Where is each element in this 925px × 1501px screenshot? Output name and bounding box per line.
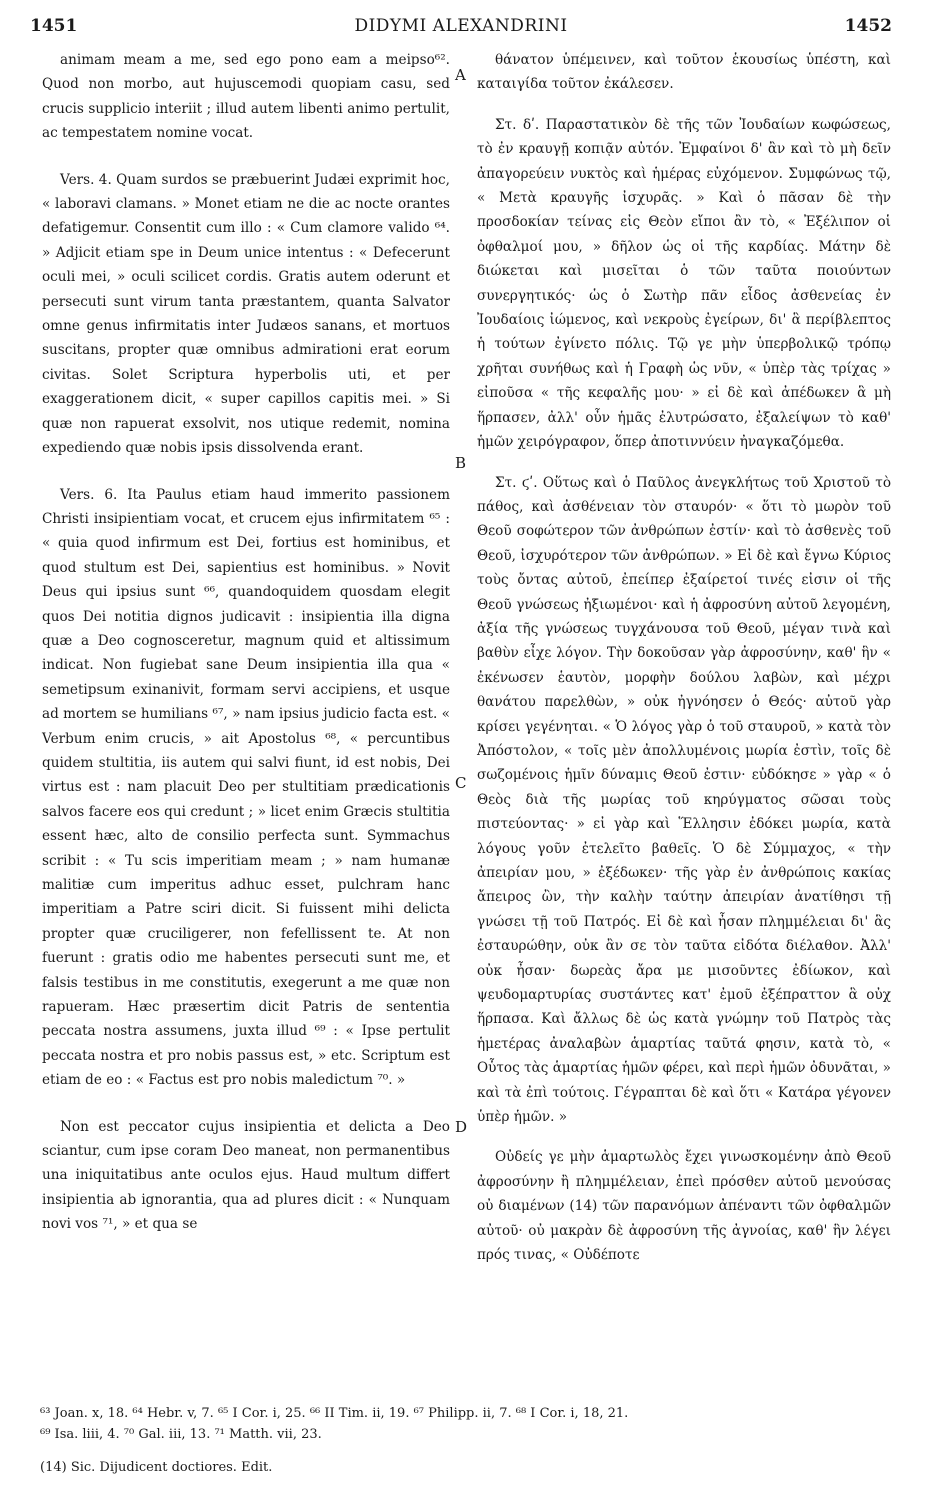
footnotes	[40, 1403, 890, 1445]
greek-paragraph: θάνατον ὑπέμεινεν, καὶ τοῦτον ἑκουσίως ὑπέστη, καὶ καταιγίδα τοῦτον ἐκάλεσεν.	[477, 52, 891, 93]
greek-paragraph: Στ. ϛʹ. Οὕτως καὶ ὁ Παῦλος ἀνεγκλήτως τοῦ Χριστοῦ τὸ πάθος, καὶ ἀσθένειαν τὸν σταυρόν· « ὅτι τὸ μωρὸν τοῦ Θεοῦ σοφώτερον τῶν ἀνθρώπων ἐστίν· καὶ τὸ ἀσθενὲς τοῦ Θεοῦ, ἰσχυρότερον τῶν ἀνθρώπων. » Εἰ δὲ καὶ ἔγνω Κύριος τοὺς ὄντας αὐτοῦ, ἐπείπερ ἐξαίρετοί τινές εἰσιν οἱ τῆς Θεοῦ γνώσεως ἠξιωμένοι· καὶ ἡ ἀφροσύνη αὐτοῦ λεγομένη, ἀξία τῆς γνώσεως τυγχάνουσα τοῦ Θεοῦ, μέγαν τινὰ καὶ βαθὺν εἶχε λόγον. Τὴν δοκοῦσαν γὰρ ἀφροσύνην, καθ' ἣν « ἐκένωσεν ἑαυτὸν, μορφὴν δούλου λαβὼν, καὶ μέχρι θανάτου παρελθὼν, » οὐκ ἠγνόησεν ὁ Θεός· αὐτοῦ γὰρ κρίσει γεγένηται. « Ὁ λόγος γὰρ ὁ τοῦ σταυροῦ, » κατὰ τὸν Ἀπόστολον, « τοῖς μὲν ἀπολλυμένοις μωρία ἐστὶν, τοῖς δὲ σωζομένοις ἡμῖν δύναμις Θεοῦ ἐστιν· εὐδόκησε » γὰρ « ὁ Θεὸς διὰ τῆς μωρίας τοῦ κηρύγματος σῶσαι τοὺς πιστεύοντας· » εἰ γὰρ καὶ Ἕλλησιν ἐδόκει μωρία, κατὰ λόγους γοῦν ἐτελεῖτο βαθεῖς. Ὁ δὲ Σύμμαχος, « τὴν ἀπειρίαν μου, » ἐξέδωκεν· τῆς γὰρ ἐν ἀνθρώποις κακίας ἄπειρος ὢν, τὴν καλὴν ταύτην ἀπειρίαν ἀνατίθησι τῇ γνώσει τῇ τοῦ Πατρός. Εἰ δὲ καὶ ἦσαν πλημμέλειαι δι' ἃς ἐσταυρώθην, οὐκ ἂν σε τὸν ταῦτα εἰδότα διέλαθον. Ἀλλ' οὐκ ἦσαν· δωρεὰς ἄρα με μισοῦντες ἐδίωκον, καὶ ψευδομαρτυρίας συστάντες κατ' ἐμοῦ ἐξέπραττον ἃ οὐχ ἥρπασα. Καὶ ἄλλως δὲ ὡς κατὰ γνώμην τοῦ Πατρὸς τὰς ἡμετέρας ἀναλαβὼν ἁμαρτίας ταῦτά φησιν, κατὰ τὸ, « Οὗτος τὰς ἁμαρτίας ἡμῶν φέρει, καὶ περὶ ἡμῶν ὀδυνᾶται, » καὶ τὰ ἐπὶ τούτοις. Γέγραπται δὲ καὶ ὅτι « Κατάρα γέγονεν ὑπὲρ ἡμῶν. »	[477, 474, 891, 1126]
footnote-line: ⁶³ Joan. x, 18. ⁶⁴ Hebr. v, 7. ⁶⁵ I Cor. i, 25. ⁶⁶ II Tim. ii, 19. ⁶⁷ Philipp. ii, 7. ⁶⁸ I Cor. i, 18, 21.	[40, 1406, 629, 1421]
footnote-line: ⁶⁹ Isa. liii, 4. ⁷⁰ Gal. iii, 13. ⁷¹ Matth. vii, 23.	[40, 1427, 322, 1442]
page-number-right: 1452	[844, 16, 892, 36]
greek-paragraph: Οὐδείς γε μὴν ἁμαρτωλὸς ἔχει γινωσκομένην ἀπὸ Θεοῦ ἀφροσύνην ἢ πλημμέλειαν, ἐπεὶ πρόσθεν αὐτοῦ μενούσας οὐ διαμένων (14) τῶν παρανόμων ἀπέναντι τῶν ὀφθαλμῶν αὐτοῦ· οὐ μακρὰν δὲ ἀφροσύνη τῆς ἀγνοίας, καθ' ἣν λέγει πρός τινας, « Οὐδέποτε	[477, 1149, 891, 1264]
greek-paragraph: Στ. δʹ. Παραστατικὸν δὲ τῆς τῶν Ἰουδαίων κωφώσεως, τὸ ἐν κραυγῇ κοπιᾷν αὐτόν. Ἐμφαίνοι δ' ἂν καὶ τὸ μὴ δεῖν ἀπαγορεύειν νυκτὸς καὶ ἡμέρας εὐχόμενον. Συμφώνως τῷ, « Μετὰ κραυγῆς ἰσχυρᾶς. » Καὶ ὁ πᾶσαν δὲ τὴν προσδοκίαν τείνας εἰς Θεὸν εἴποι ἂν τὸ, « Ἐξέλιπον οἱ ὀφθαλμοί μου, » δῆλον ὡς οἱ τῆς καρδίας. Μάτην δὲ διώκεται καὶ μισεῖται ὁ τῶν ταῦτα ποιούντων συνεργητικός· ὡς ὁ Σωτὴρ πᾶν εἶδος ἀσθενείας ἐν Ἰουδαίοις ἰώμενος, καὶ νεκροὺς ἐγείρων, δι' ἃ περίβλεπτος ἡ τούτων ἐγίνετο πόλις. Τῷ γε μὴν ὑπερβολικῷ τρόπῳ χρῆται συνήθως καὶ ἡ Γραφὴ ὡς νῦν, « ὑπὲρ τὰς τρίχας » εἰποῦσα « τῆς κεφαλῆς μου· » εἰ δὲ καὶ ἀπέδωκεν ἃ μὴ ἥρπασεν, ἀλλ' οὖν ἡμᾶς ἐλυτρώσατο, ἐξαλείψων τὸ καθ' ἡμῶν χειρόγραφον, ὅπερ ἀποτιννύειν ἠναγκαζόμεθα.	[477, 116, 891, 451]
margin-marker-a: A	[455, 66, 466, 84]
editor-note: (14) Sic. Dijudicent doctiores. Edit.	[40, 1460, 273, 1475]
latin-paragraph: Vers. 4. Quam surdos se præbuerint Judæi exprimit hoc, « laboravi clamans. » Monet etiam ne die ac nocte orantes defatigemur. Consentit cum illo : « Cum clamore valido ⁶⁴. » Adjicit etiam spe in Deum unice intentus : « Defecerunt oculi mei, » oculi scilicet cordis. Gratis autem oderunt et persecuti sunt virum tanta præstantem, quanta Salvator omne genus infirmitatis inter Judæos sanans, et mortuos suscitans, propter quæ omnibus admirationi erat eorum civitas. Solet Scriptura hyperbolis uti, et per exaggerationem dicit, « super capillos capitis mei. » Si quæ non rapuerat exsolvit, nos utique redemit, nomina expediendo quæ nobis ipsis dissolvenda erant.	[42, 171, 450, 457]
latin-paragraph: animam meam a me, sed ego pono eam a meipso⁶². Quod non morbo, aut hujuscemodi quopiam casu, sed crucis supplicio interiit ; illud autem libenti animo pertulit, ac tempestatem nomine vocat.	[42, 52, 450, 142]
margin-marker-d: D	[455, 1118, 468, 1136]
margin-marker-b: B	[455, 454, 467, 472]
running-title: DIDYMI ALEXANDRINI	[354, 16, 568, 36]
margin-marker-c: C	[455, 774, 467, 792]
latin-paragraph: Non est peccator cujus insipientia et delicta a Deo sciantur, cum ipse coram Deo maneat, non permanentibus una iniquitatibus ante oculos ejus. Haud multum differt insipientia ab ignorantia, qua ad plures dicit : « Nunquam novi vos ⁷¹, » et qua se	[42, 1118, 450, 1233]
latin-paragraph: Vers. 6. Ita Paulus etiam haud immerito passionem Christi insipientiam vocat, et crucem ejus infirmitatem ⁶⁵ : « quia quod infirmum est Dei, fortius est hominibus, et quod stultum est Dei, sapientius est hominibus. » Novit Deus qui ipsius sunt ⁶⁶, quandoquidem quosdam elegit quos Dei notitia dignos judicavit : insipientia illa digna quæ a Deo cognosceretur, magnum quid et altissimum indicat. Non fugiebat sane Deum insipientia illa qua « semetipsum exinanivit, formam servi accipiens, et usque ad mortem se humilians ⁶⁷, » nam ipsius judicio facta est. « Verbum enim crucis, » ait Apostolus ⁶⁸, « percuntibus quidem stultitia, iis autem qui salvi fiunt, id est nobis, Dei virtus est : nam placuit Deo per stultitiam prædicationis salvos facere eos qui credunt ; » licet enim Græcis stultitia essent hæc, alto de consilio perfecta sunt. Symmachus scribit : « Tu scis imperitiam meam ; » nam humanæ malitiæ cum imperitus adhuc esset, pulchram hanc imperitiam a Patre sciri dicit. Si fuissent mihi delicta propter quæ cruciligerer, non fefellissent te. At non fuerunt : gratis odio me habentes persecuti sunt me, et falsis testibus in me constitutis, exegerunt a me quæ non rapueram. Hæc præsertim dicit Patris de sententia peccata nostra assumens, juxta illud ⁶⁹ : « Ipse pertulit peccata nostra et pro nobis passus est, » etc. Scriptum est etiam de eo : « Factus est pro nobis maledictum ⁷⁰. »	[42, 486, 450, 1089]
page-header	[30, 16, 892, 46]
latin-column	[42, 48, 450, 1237]
greek-column	[477, 48, 891, 1268]
page-number-left: 1451	[30, 16, 78, 36]
